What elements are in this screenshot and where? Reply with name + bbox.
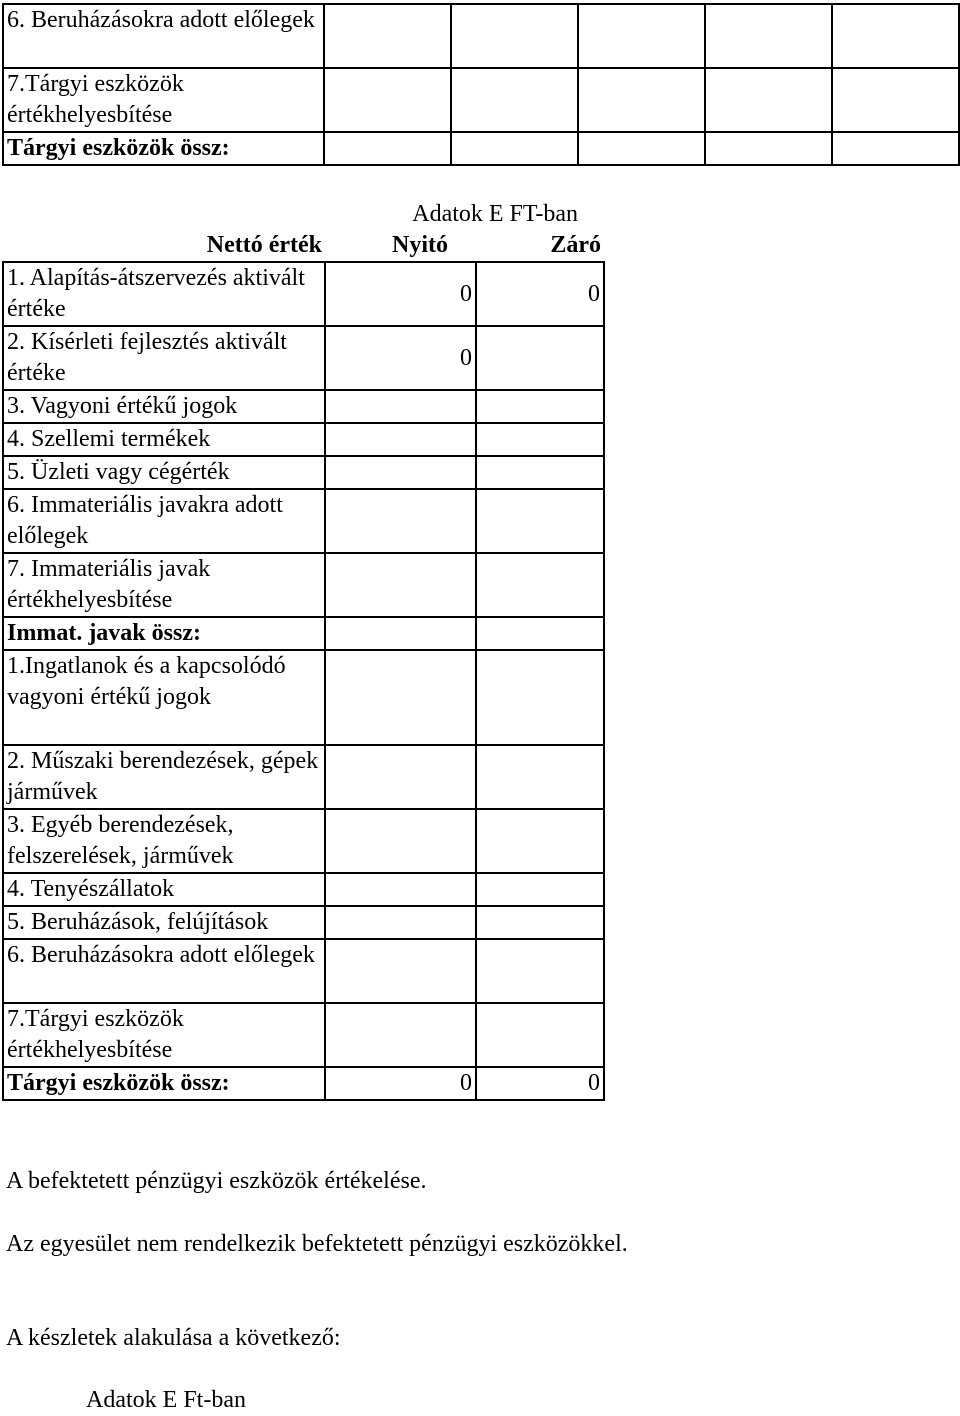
row-label: 3. Vagyoni értékű jogok: [3, 390, 325, 423]
opening-value: [325, 906, 476, 939]
row-label: 5. Beruházások, felújítások: [3, 906, 325, 939]
row-label: 7.Tárgyi eszközök értékhelyesbítése: [3, 68, 324, 132]
empty-cell: [705, 68, 832, 132]
empty-cell: [832, 68, 959, 132]
empty-cell: [324, 4, 451, 68]
row-label: 6. Beruházásokra adott előlegek: [3, 4, 324, 68]
row-label: 6. Beruházásokra adott előlegek: [3, 939, 325, 1003]
closing-value: [476, 390, 604, 423]
table-row: [3, 132, 959, 165]
table-row: [3, 390, 604, 423]
row-label: 5. Üzleti vagy cégérték: [3, 456, 325, 489]
row-label: 3. Egyéb berendezések, felszerelések, járművek: [3, 809, 325, 873]
empty-cell: [451, 4, 578, 68]
row-label: 1. Alapítás-átszervezés aktivált értéke: [3, 262, 325, 326]
header-opening: Nyitó: [325, 230, 476, 262]
row-label: 6. Immateriális javakra adott előlegek: [3, 489, 325, 553]
opening-value: [325, 390, 476, 423]
row-label: 4. Tenyészállatok: [3, 873, 325, 906]
paragraph-inventory-heading: A készletek alakulása a következő:: [6, 1325, 341, 1351]
row-label: 2. Műszaki berendezések, gépek járművek: [3, 745, 325, 809]
empty-cell: [324, 68, 451, 132]
row-label: 1.Ingatlanok és a kapcsolódó vagyoni értékű jogok: [3, 650, 325, 745]
table-row: [3, 939, 604, 1003]
table-row: [3, 873, 604, 906]
empty-cell: [451, 132, 578, 165]
row-label: Immat. javak össz:: [3, 617, 325, 650]
empty-cell: [324, 132, 451, 165]
table-row: [3, 906, 604, 939]
closing-value: 0: [476, 1067, 604, 1100]
table-row: [3, 4, 959, 68]
empty-cell: [705, 132, 832, 165]
table-row: [3, 456, 604, 489]
table-row: [3, 262, 604, 326]
opening-value: [325, 939, 476, 1003]
closing-value: [476, 809, 604, 873]
table-row: [3, 650, 604, 745]
table-caption-row: [3, 199, 604, 230]
closing-value: [476, 906, 604, 939]
inventory-table-caption: Adatok E Ft-ban: [86, 1387, 246, 1413]
empty-cell: [832, 4, 959, 68]
table-header-row: [3, 230, 604, 262]
closing-value: [476, 1003, 604, 1067]
row-label: 4. Szellemi termékek: [3, 423, 325, 456]
closing-value: [476, 939, 604, 1003]
table-row: [3, 809, 604, 873]
paragraph-no-financial-assets: Az egyesület nem rendelkezik befektetett pénzügyi eszközökkel.: [6, 1231, 628, 1257]
table-row: [3, 68, 959, 132]
closing-value: [476, 617, 604, 650]
opening-value: 0: [325, 326, 476, 390]
row-label: 7. Immateriális javak értékhelyesbítése: [3, 553, 325, 617]
empty-cell: [705, 4, 832, 68]
table-row: [3, 1067, 604, 1100]
net-value-table: [2, 199, 605, 1101]
closing-value: [476, 423, 604, 456]
empty-cell: [832, 132, 959, 165]
closing-value: [476, 873, 604, 906]
table-row: [3, 617, 604, 650]
table-row: [3, 489, 604, 553]
closing-value: [476, 553, 604, 617]
opening-value: [325, 456, 476, 489]
opening-value: [325, 809, 476, 873]
opening-value: 0: [325, 1067, 476, 1100]
empty-cell: [578, 68, 705, 132]
row-label: Tárgyi eszközök össz:: [3, 132, 324, 165]
paragraph-financial-assets-heading: A befektetett pénzügyi eszközök értékelése.: [6, 1168, 427, 1194]
closing-value: [476, 650, 604, 745]
empty-cell: [451, 68, 578, 132]
closing-value: [476, 745, 604, 809]
closing-value: 0: [476, 262, 604, 326]
closing-value: [476, 326, 604, 390]
opening-value: [325, 745, 476, 809]
closing-value: [476, 456, 604, 489]
closing-value: [476, 489, 604, 553]
empty-cell: [578, 132, 705, 165]
opening-value: [325, 553, 476, 617]
row-label: Tárgyi eszközök össz:: [3, 1067, 325, 1100]
row-label: 2. Kísérleti fejlesztés aktivált értéke: [3, 326, 325, 390]
opening-value: [325, 489, 476, 553]
opening-value: 0: [325, 262, 476, 326]
opening-value: [325, 423, 476, 456]
opening-value: [325, 1003, 476, 1067]
table-row: [3, 423, 604, 456]
header-net-value: Nettó érték: [3, 230, 325, 262]
opening-value: [325, 617, 476, 650]
table-row: [3, 745, 604, 809]
table-row: [3, 553, 604, 617]
empty-cell: [578, 4, 705, 68]
header-closing: Záró: [476, 230, 604, 262]
top-asset-table: [2, 3, 960, 166]
table-row: [3, 326, 604, 390]
opening-value: [325, 873, 476, 906]
table-row: [3, 1003, 604, 1067]
row-label: 7.Tárgyi eszközök értékhelyesbítése: [3, 1003, 325, 1067]
table-caption: Adatok E FT-ban: [412, 201, 578, 227]
opening-value: [325, 650, 476, 745]
